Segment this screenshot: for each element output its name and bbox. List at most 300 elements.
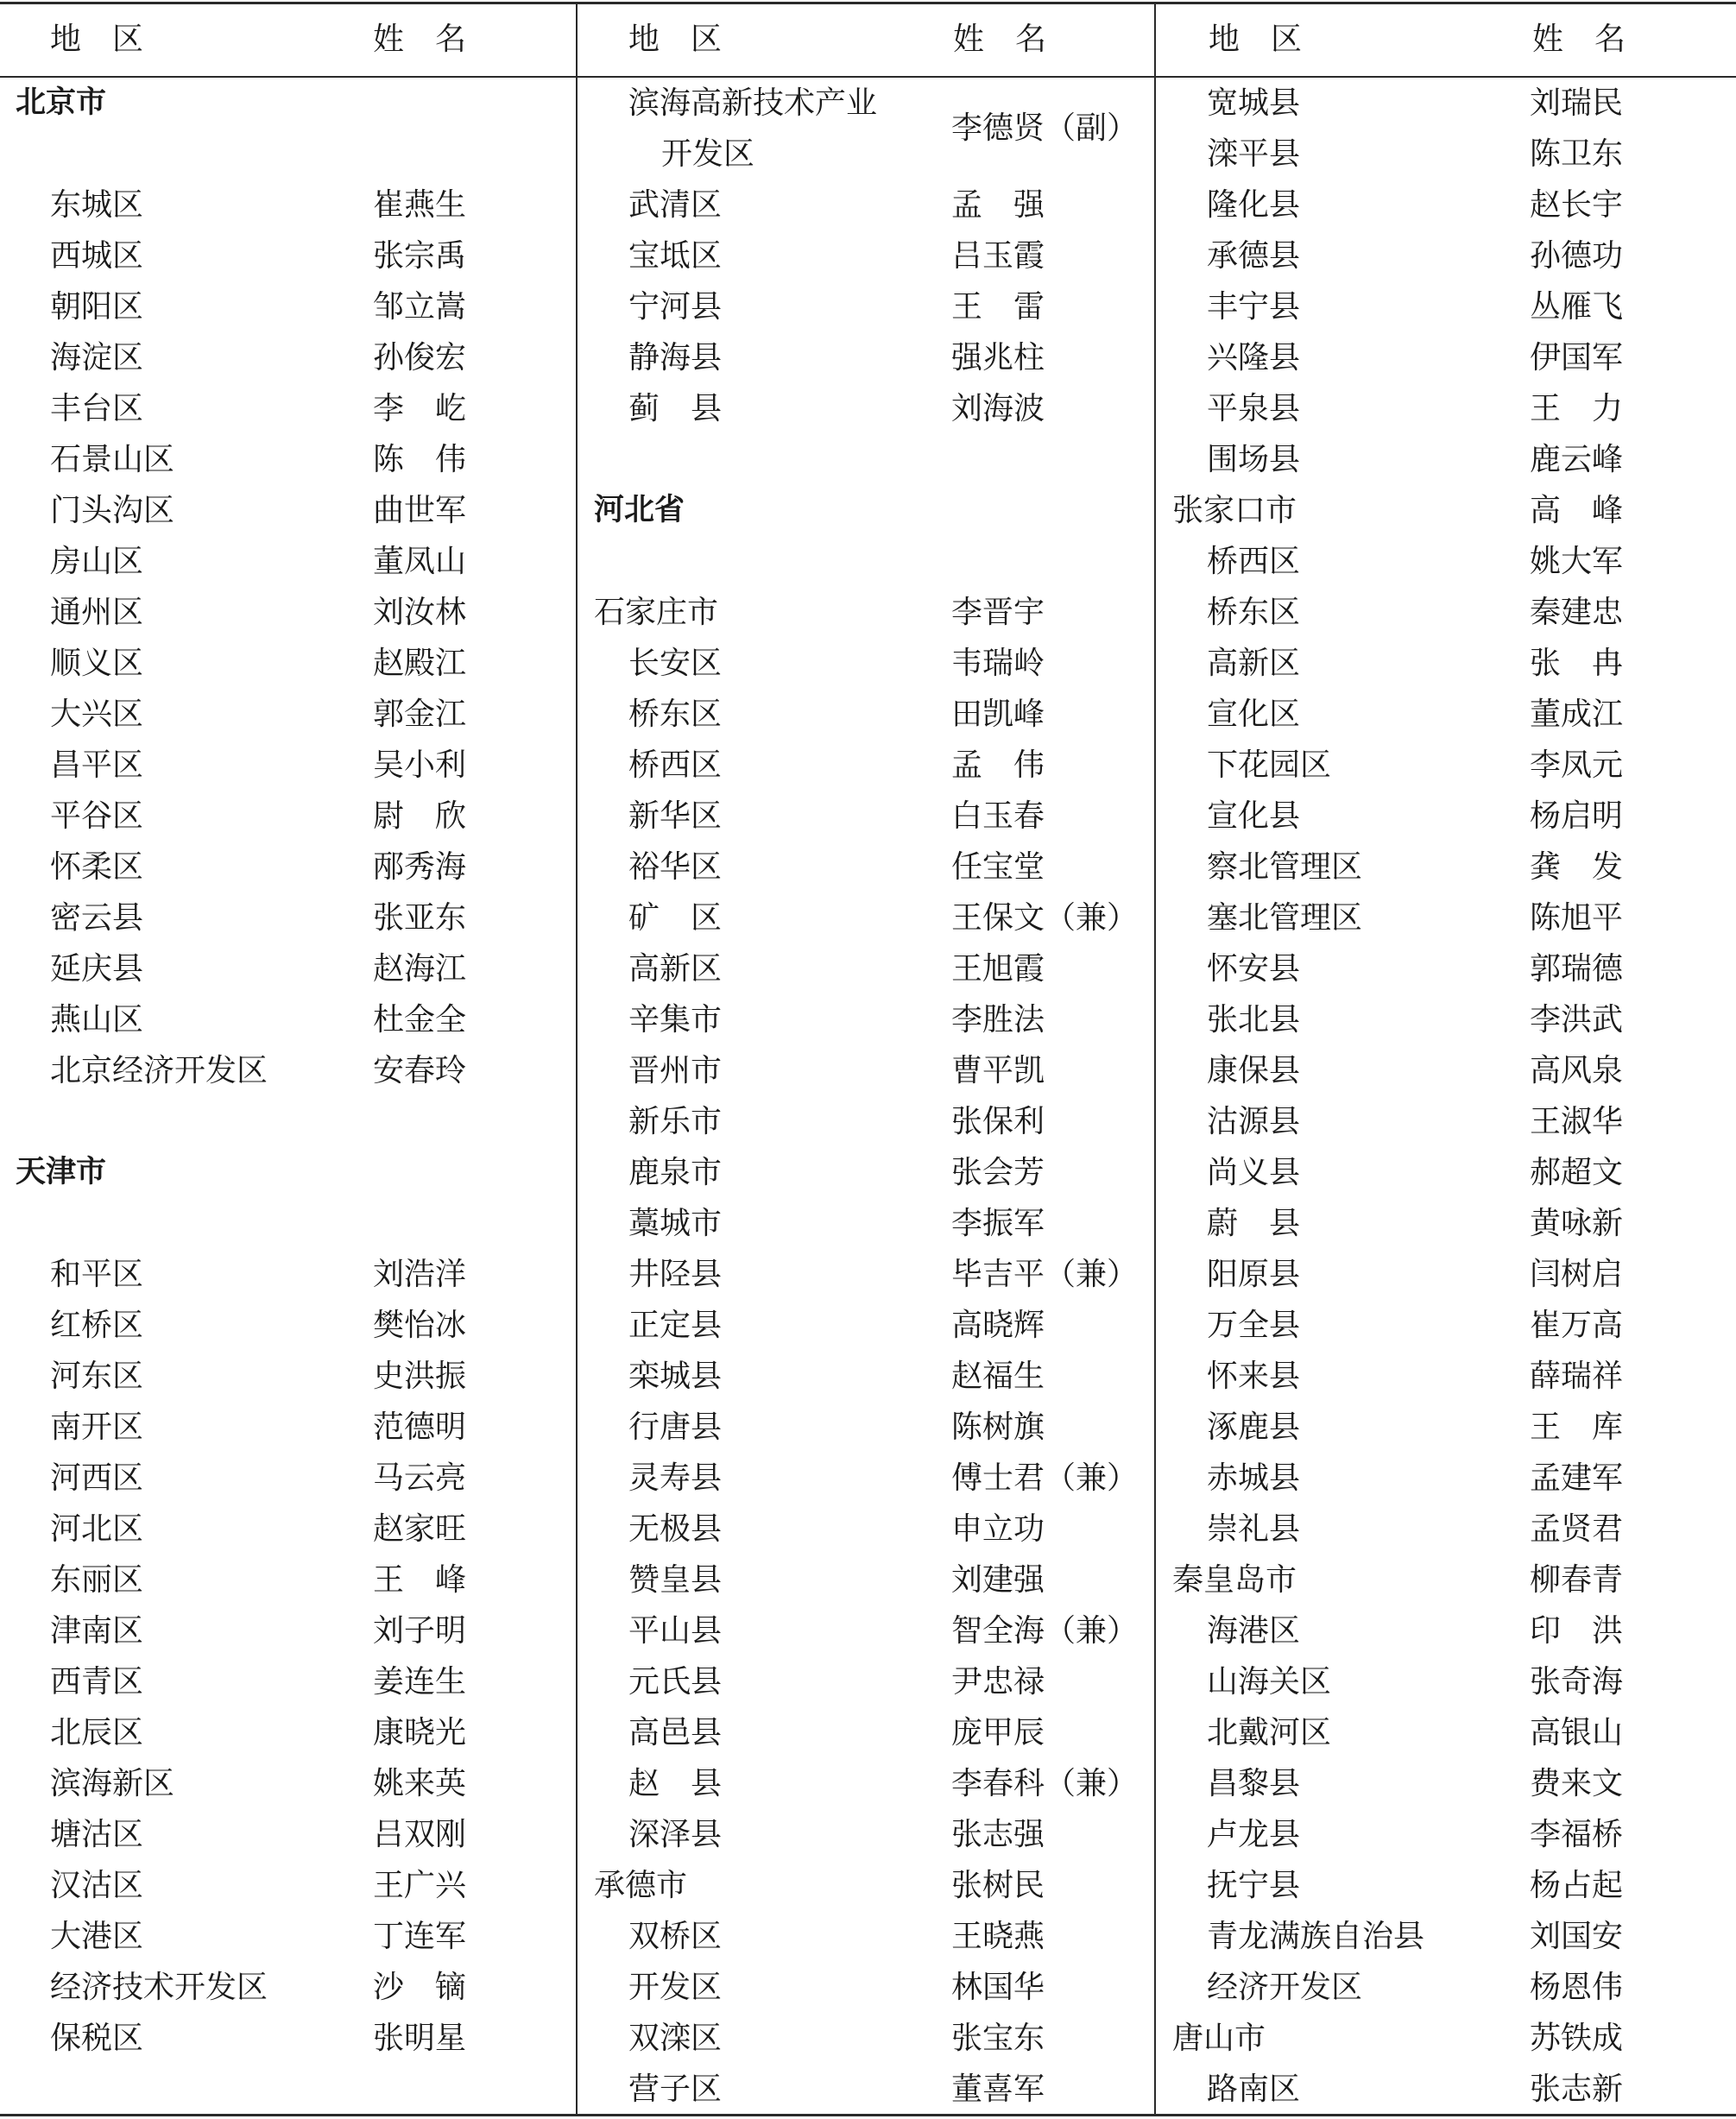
region-name: 门头沟区 xyxy=(50,493,175,528)
region-name: 矿 区 xyxy=(628,900,723,936)
region-name: 赤城县 xyxy=(1207,1460,1301,1496)
directory-row xyxy=(0,1045,578,1096)
region-name: 滦平县 xyxy=(1207,136,1301,172)
person-name: 郭瑞德 xyxy=(1530,951,1624,987)
directory-row xyxy=(1157,791,1735,842)
directory-row xyxy=(578,943,1157,994)
person-name: 伊国军 xyxy=(1530,340,1624,375)
person-name: 尹忠禄 xyxy=(951,1664,1045,1700)
directory-row xyxy=(1157,1249,1735,1300)
directory-row xyxy=(0,1504,578,1555)
directory-row xyxy=(578,2013,1157,2064)
region-name: 山海关区 xyxy=(1207,1664,1332,1700)
person-name: 申立功 xyxy=(951,1511,1045,1547)
directory-row xyxy=(578,1453,1157,1504)
region-name-line-1: 滨海高新技术产业 xyxy=(628,85,878,121)
directory-column-1 xyxy=(0,78,578,2064)
directory-row xyxy=(1157,180,1735,230)
region-name: 营子区 xyxy=(628,2072,723,2107)
person-name: 孟 强 xyxy=(951,187,1045,223)
region-name: 唐山市 xyxy=(1172,2021,1266,2056)
region-name: 下花园区 xyxy=(1207,747,1332,783)
region-name: 承德县 xyxy=(1207,238,1301,274)
person-name: 刘建强 xyxy=(951,1562,1045,1598)
directory-row xyxy=(578,638,1157,689)
region-name: 藁城市 xyxy=(628,1206,723,1241)
region-name: 万全县 xyxy=(1207,1308,1301,1343)
region-name: 高邑县 xyxy=(628,1715,723,1750)
person-name: 赵海江 xyxy=(373,951,467,987)
person-name: 韦瑞岭 xyxy=(951,646,1045,681)
person-name: 吕玉霞 xyxy=(951,238,1045,274)
person-name: 印 洪 xyxy=(1530,1613,1624,1649)
region-name: 桥东区 xyxy=(628,697,723,732)
directory-row xyxy=(0,994,578,1045)
person-name: 鹿云峰 xyxy=(1530,442,1624,477)
directory-row xyxy=(0,2013,578,2064)
directory-row xyxy=(578,1758,1157,1809)
directory-row xyxy=(1157,689,1735,740)
header-region-label: 地 区 xyxy=(50,22,144,57)
person-name: 王 峰 xyxy=(373,1562,467,1598)
person-name: 曹平凯 xyxy=(951,1053,1045,1088)
directory-row xyxy=(0,434,578,485)
directory-row xyxy=(1157,1707,1735,1758)
directory-column-2 xyxy=(578,78,1157,2115)
directory-row xyxy=(0,689,578,740)
person-name: 王广兴 xyxy=(373,1868,467,1903)
directory-row xyxy=(578,281,1157,332)
directory-row xyxy=(1157,230,1735,281)
person-name: 杨占起 xyxy=(1530,1868,1624,1903)
person-name: 李晋宇 xyxy=(951,595,1045,630)
region-name: 栾城县 xyxy=(628,1359,723,1394)
person-name: 刘国安 xyxy=(1530,1919,1624,1954)
directory-row xyxy=(1157,281,1735,332)
directory-column-3 xyxy=(1157,78,1735,2115)
directory-row xyxy=(578,1147,1157,1198)
region-name: 丰台区 xyxy=(50,391,144,426)
region-name: 丰宁县 xyxy=(1207,289,1301,325)
directory-row xyxy=(1157,1962,1735,2013)
region-name: 宁河县 xyxy=(628,289,723,325)
region-name: 元氏县 xyxy=(628,1664,723,1700)
person-name: 黄咏新 xyxy=(1530,1206,1624,1241)
person-name: 张宝东 xyxy=(951,2021,1045,2056)
region-name xyxy=(628,78,878,172)
person-name: 刘瑞民 xyxy=(1530,85,1624,121)
region-name: 怀柔区 xyxy=(50,849,144,885)
person-name: 邴秀海 xyxy=(373,849,467,885)
region-name: 北辰区 xyxy=(50,1715,144,1750)
province-name: 河北省 xyxy=(594,493,685,527)
region-name: 开发区 xyxy=(628,1970,723,2005)
directory-row xyxy=(0,638,578,689)
directory-row xyxy=(578,1707,1157,1758)
region-name: 承德市 xyxy=(594,1868,688,1903)
region-name: 宝坻区 xyxy=(628,238,723,274)
directory-row xyxy=(1157,332,1735,383)
directory-row xyxy=(578,1504,1157,1555)
person-name: 薛瑞祥 xyxy=(1530,1359,1624,1394)
region-name: 密云县 xyxy=(50,900,144,936)
person-name: 曲世军 xyxy=(373,493,467,528)
person-name: 陈 伟 xyxy=(373,442,467,477)
directory-row xyxy=(1157,1809,1735,1860)
directory-row xyxy=(1157,1758,1735,1809)
person-name: 赵殿江 xyxy=(373,646,467,681)
region-name: 宣化区 xyxy=(1207,697,1301,732)
person-name: 张志新 xyxy=(1530,2072,1624,2107)
person-name: 杨启明 xyxy=(1530,798,1624,834)
province-name: 北京市 xyxy=(16,85,107,120)
region-name: 河东区 xyxy=(50,1359,144,1394)
region-name: 涿鹿县 xyxy=(1207,1410,1301,1445)
region-name: 蓟 县 xyxy=(628,391,723,426)
directory-row xyxy=(1157,1402,1735,1453)
person-name: 马云亮 xyxy=(373,1460,467,1496)
directory-row xyxy=(1157,1300,1735,1351)
person-name: 庞甲辰 xyxy=(951,1715,1045,1750)
region-name: 昌黎县 xyxy=(1207,1766,1301,1801)
directory-row xyxy=(578,78,1157,180)
person-name: 苏铁成 xyxy=(1530,2021,1624,2056)
region-name-line-2: 开发区 xyxy=(661,136,755,172)
region-name: 鹿泉市 xyxy=(628,1155,723,1190)
city-row xyxy=(1157,2013,1735,2064)
region-name: 东城区 xyxy=(50,187,144,223)
person-name: 费来文 xyxy=(1530,1766,1624,1801)
region-name: 平谷区 xyxy=(50,798,144,834)
region-name: 滨海新区 xyxy=(50,1766,175,1801)
region-name: 塞北管理区 xyxy=(1207,900,1363,936)
directory-row xyxy=(578,689,1157,740)
region-name: 和平区 xyxy=(50,1257,144,1292)
person-name: 李福桥 xyxy=(1530,1817,1624,1852)
directory-row xyxy=(578,1249,1157,1300)
directory-row xyxy=(578,842,1157,892)
person-name: 姚来英 xyxy=(373,1766,467,1801)
region-name: 静海县 xyxy=(628,340,723,375)
person-name: 董成江 xyxy=(1530,697,1624,732)
person-name: 毕吉平（兼） xyxy=(951,1257,1139,1292)
region-name: 赞皇县 xyxy=(628,1562,723,1598)
person-name: 史洪振 xyxy=(373,1359,467,1394)
person-name: 林国华 xyxy=(951,1970,1045,2005)
person-name: 张志强 xyxy=(951,1817,1045,1852)
person-name: 傅士君（兼） xyxy=(951,1460,1139,1496)
directory-row xyxy=(578,892,1157,943)
person-name: 赵福生 xyxy=(951,1359,1045,1394)
directory-row xyxy=(1157,892,1735,943)
directory-row xyxy=(1157,1045,1735,1096)
province-name: 天津市 xyxy=(16,1155,107,1189)
directory-row xyxy=(1157,1147,1735,1198)
person-name: 范德明 xyxy=(373,1410,467,1445)
person-name: 董凤山 xyxy=(373,544,467,579)
directory-row xyxy=(578,180,1157,230)
person-name: 刘子明 xyxy=(373,1613,467,1649)
directory-row xyxy=(578,332,1157,383)
region-name: 北京经济开发区 xyxy=(50,1053,268,1088)
person-name: 闫树启 xyxy=(1530,1257,1624,1292)
directory-row xyxy=(578,1198,1157,1249)
directory-row xyxy=(1157,1351,1735,1402)
person-name: 田凯峰 xyxy=(951,697,1045,732)
person-name: 龚 发 xyxy=(1530,849,1624,885)
person-name: 沙 镝 xyxy=(373,1970,467,2005)
region-name: 河北区 xyxy=(50,1511,144,1547)
directory-row xyxy=(578,1809,1157,1860)
spacer-row xyxy=(0,129,578,180)
directory-row xyxy=(0,943,578,994)
city-row xyxy=(1157,485,1735,536)
region-name: 津南区 xyxy=(50,1613,144,1649)
region-name: 桥东区 xyxy=(1207,595,1301,630)
region-name: 怀来县 xyxy=(1207,1359,1301,1394)
person-name: 尉 欣 xyxy=(373,798,467,834)
directory-row xyxy=(578,1300,1157,1351)
person-name: 李胜法 xyxy=(951,1002,1045,1037)
person-name: 吴小利 xyxy=(373,747,467,783)
person-name: 王保文（兼） xyxy=(951,900,1139,936)
header-region-label: 地 区 xyxy=(1209,22,1303,57)
person-name: 孟贤君 xyxy=(1530,1511,1624,1547)
person-name: 郝超文 xyxy=(1530,1155,1624,1190)
person-name: 张会芳 xyxy=(951,1155,1045,1190)
person-name: 张亚东 xyxy=(373,900,467,936)
person-name: 刘浩洋 xyxy=(373,1257,467,1292)
person-name: 任宝堂 xyxy=(951,849,1045,885)
directory-row xyxy=(578,1045,1157,1096)
person-name: 张宗禹 xyxy=(373,238,467,274)
directory-row xyxy=(1157,383,1735,434)
person-name: 孟建军 xyxy=(1530,1460,1624,1496)
region-name: 西青区 xyxy=(50,1664,144,1700)
person-name: 丁连军 xyxy=(373,1919,467,1954)
region-name: 正定县 xyxy=(628,1308,723,1343)
directory-row xyxy=(0,1860,578,1911)
directory-row xyxy=(578,2064,1157,2115)
region-name: 双桥区 xyxy=(628,1919,723,1954)
directory-row xyxy=(0,536,578,587)
directory-row xyxy=(0,1249,578,1300)
directory-row xyxy=(578,230,1157,281)
region-name: 桥西区 xyxy=(1207,544,1301,579)
region-name: 秦皇岛市 xyxy=(1172,1562,1297,1598)
directory-row xyxy=(0,332,578,383)
region-name: 蔚 县 xyxy=(1207,1206,1301,1241)
directory-row xyxy=(1157,1096,1735,1147)
person-name: 杨恩伟 xyxy=(1530,1970,1624,2005)
region-name: 大港区 xyxy=(50,1919,144,1954)
region-name: 卢龙县 xyxy=(1207,1817,1301,1852)
directory-row xyxy=(0,485,578,536)
person-name: 康晓光 xyxy=(373,1715,467,1750)
region-name: 北戴河区 xyxy=(1207,1715,1332,1750)
region-name: 大兴区 xyxy=(50,697,144,732)
region-name: 无极县 xyxy=(628,1511,723,1547)
region-name: 康保县 xyxy=(1207,1053,1301,1088)
directory-row xyxy=(1157,129,1735,180)
directory-row xyxy=(578,791,1157,842)
person-name: 李 屹 xyxy=(373,391,467,426)
region-name: 燕山区 xyxy=(50,1002,144,1037)
directory-row xyxy=(1157,2064,1735,2115)
spacer-row xyxy=(0,1096,578,1147)
spacer-row xyxy=(0,1198,578,1249)
directory-row xyxy=(1157,638,1735,689)
person-name: 王淑华 xyxy=(1530,1104,1624,1139)
person-name: 安春玲 xyxy=(373,1053,467,1088)
province-heading-row xyxy=(578,485,1157,536)
directory-row xyxy=(0,892,578,943)
top-rule xyxy=(0,2,1736,4)
region-name: 通州区 xyxy=(50,595,144,630)
directory-row xyxy=(578,383,1157,434)
person-name: 刘海波 xyxy=(951,391,1045,426)
person-name: 强兆柱 xyxy=(951,340,1045,375)
person-name: 王 库 xyxy=(1530,1410,1624,1445)
directory-row xyxy=(1157,587,1735,638)
region-name: 南开区 xyxy=(50,1410,144,1445)
region-name: 汉沽区 xyxy=(50,1868,144,1903)
region-name: 晋州市 xyxy=(628,1053,723,1088)
directory-row xyxy=(0,1300,578,1351)
spacer-row xyxy=(578,434,1157,485)
person-name: 张 冉 xyxy=(1530,646,1624,681)
person-name: 吕双刚 xyxy=(373,1817,467,1852)
directory-row xyxy=(0,230,578,281)
region-name: 井陉县 xyxy=(628,1257,723,1292)
directory-row xyxy=(0,1758,578,1809)
person-name: 崔燕生 xyxy=(373,187,467,223)
region-name: 沽源县 xyxy=(1207,1104,1301,1139)
directory-row xyxy=(1157,1911,1735,1962)
region-name: 平泉县 xyxy=(1207,391,1301,426)
province-heading-row xyxy=(0,1147,578,1198)
directory-row xyxy=(1157,740,1735,791)
person-name: 陈树旗 xyxy=(951,1410,1045,1445)
directory-row xyxy=(1157,1605,1735,1656)
person-name: 高风泉 xyxy=(1530,1053,1624,1088)
directory-row xyxy=(578,740,1157,791)
directory-row xyxy=(0,1809,578,1860)
region-name: 高新区 xyxy=(628,951,723,987)
directory-row xyxy=(578,1656,1157,1707)
person-name: 张保利 xyxy=(951,1104,1045,1139)
directory-row xyxy=(1157,434,1735,485)
directory-row xyxy=(578,1351,1157,1402)
region-name: 围场县 xyxy=(1207,442,1301,477)
directory-row xyxy=(0,281,578,332)
directory-row xyxy=(0,587,578,638)
person-name: 姚大军 xyxy=(1530,544,1624,579)
directory-row xyxy=(578,1555,1157,1605)
person-name: 崔万高 xyxy=(1530,1308,1624,1343)
region-name: 辛集市 xyxy=(628,1002,723,1037)
person-name: 陈卫东 xyxy=(1530,136,1624,172)
directory-row xyxy=(0,383,578,434)
directory-row xyxy=(578,1402,1157,1453)
directory-row xyxy=(1157,994,1735,1045)
region-name: 阳原县 xyxy=(1207,1257,1301,1292)
region-name: 平山县 xyxy=(628,1613,723,1649)
person-name: 白玉春 xyxy=(951,798,1045,834)
person-name: 高 峰 xyxy=(1530,493,1624,528)
region-name: 昌平区 xyxy=(50,747,144,783)
person-name: 王 力 xyxy=(1530,391,1624,426)
person-name: 孙俊宏 xyxy=(373,340,467,375)
region-name: 怀安县 xyxy=(1207,951,1301,987)
directory-row xyxy=(1157,1453,1735,1504)
directory-row xyxy=(0,791,578,842)
directory-row xyxy=(0,180,578,230)
header-name-label: 姓 名 xyxy=(953,22,1047,57)
directory-row xyxy=(578,994,1157,1045)
directory-row xyxy=(0,1402,578,1453)
region-name: 塘沽区 xyxy=(50,1817,144,1852)
region-name: 张家口市 xyxy=(1172,493,1297,528)
person-name: 王 雷 xyxy=(951,289,1045,325)
region-name: 红桥区 xyxy=(50,1308,144,1343)
region-name: 深泽县 xyxy=(628,1817,723,1852)
directory-row xyxy=(0,1555,578,1605)
directory-row xyxy=(1157,78,1735,129)
region-name: 桥西区 xyxy=(628,747,723,783)
directory-row xyxy=(0,1707,578,1758)
region-name: 崇礼县 xyxy=(1207,1511,1301,1547)
region-name: 延庆县 xyxy=(50,951,144,987)
person-name: 王旭霞 xyxy=(951,951,1045,987)
directory-row xyxy=(1157,842,1735,892)
directory-row xyxy=(0,842,578,892)
directory-row xyxy=(0,1453,578,1504)
region-name: 河西区 xyxy=(50,1460,144,1496)
region-name: 灵寿县 xyxy=(628,1460,723,1496)
person-name: 丛雁飞 xyxy=(1530,289,1624,325)
directory-row xyxy=(0,1351,578,1402)
directory-row xyxy=(578,1962,1157,2013)
region-name: 武清区 xyxy=(628,187,723,223)
city-row xyxy=(578,1860,1157,1911)
directory-row xyxy=(0,1962,578,2013)
region-name: 双滦区 xyxy=(628,2021,723,2056)
person-name: 董喜军 xyxy=(951,2072,1045,2107)
region-name: 路南区 xyxy=(1207,2072,1301,2107)
person-name: 李春科（兼） xyxy=(951,1766,1139,1801)
directory-row xyxy=(578,1096,1157,1147)
person-name: 赵家旺 xyxy=(373,1511,467,1547)
province-heading-row xyxy=(0,78,578,129)
region-name: 隆化县 xyxy=(1207,187,1301,223)
person-name: 孟 伟 xyxy=(951,747,1045,783)
region-name: 东丽区 xyxy=(50,1562,144,1598)
person-name: 张明星 xyxy=(373,2021,467,2056)
person-name: 李振军 xyxy=(951,1206,1045,1241)
directory-row xyxy=(0,1656,578,1707)
region-name: 赵 县 xyxy=(628,1766,723,1801)
directory-row xyxy=(1157,1860,1735,1911)
region-name: 兴隆县 xyxy=(1207,340,1301,375)
person-name: 陈旭平 xyxy=(1530,900,1624,936)
directory-row xyxy=(0,740,578,791)
region-name: 张北县 xyxy=(1207,1002,1301,1037)
region-name: 石家庄市 xyxy=(594,595,719,630)
region-name: 经济技术开发区 xyxy=(50,1970,268,2005)
person-name: 智全海（兼） xyxy=(951,1613,1139,1649)
directory-row xyxy=(1157,943,1735,994)
